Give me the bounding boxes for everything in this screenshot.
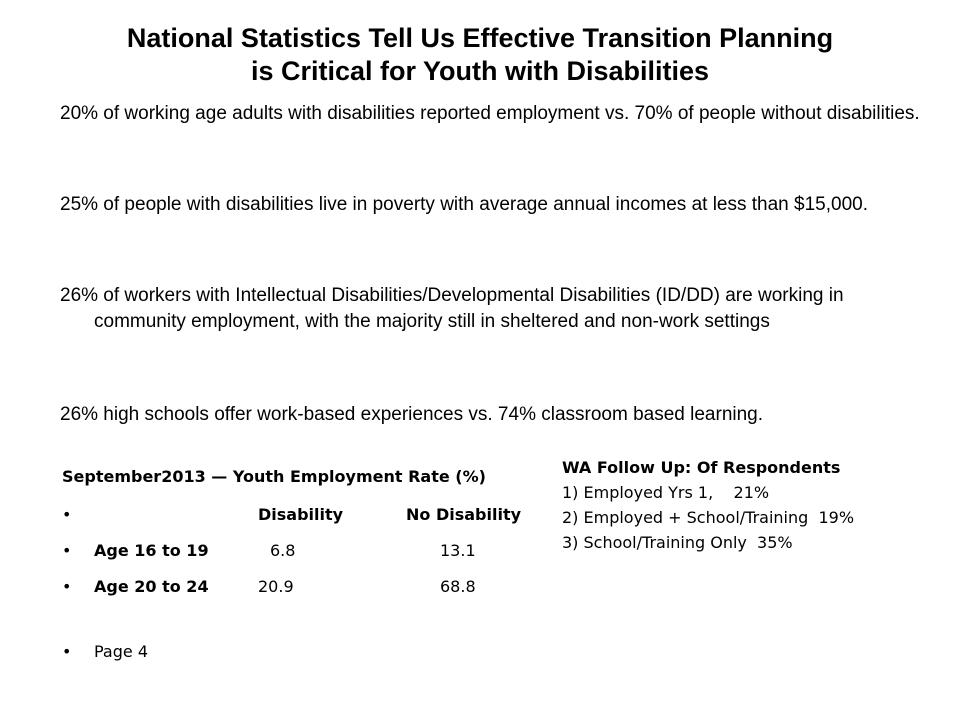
stat-community-employment: 26% of workers with Intellectual Disabilities/Developmental Disabilities (ID/DD) are working in community employment, with the majority still in sheltered and non-work settings: [60, 285, 844, 332]
row-no-disability-value: 68.8: [440, 577, 476, 596]
table-header-row: [62, 497, 542, 533]
bullet-icon: •: [62, 505, 72, 524]
table-row: [62, 569, 542, 605]
bullet-icon: •: [62, 577, 72, 596]
row-disability-value: 20.9: [258, 577, 294, 596]
stat-work-based-experiences: 26% high schools offer work-based experiences vs. 74% classroom based learning.: [60, 404, 764, 425]
bullet-icon: •: [62, 541, 72, 560]
header-no-disability: No Disability: [406, 505, 522, 524]
stat-poverty: 25% of people with disabilities live in poverty with average annual incomes at less than $15,000.: [60, 194, 868, 215]
row-label: Age 20 to 24: [94, 577, 209, 596]
wa-follow-up: [562, 455, 952, 555]
slide-title-line-2: is Critical for Youth with Disabilities: [250, 56, 710, 86]
row-disability-value: 6.8: [270, 541, 296, 560]
table-row: [62, 533, 542, 569]
bullet-icon: •: [62, 642, 72, 661]
stat-employment: 20% of working age adults with disabilities reported employment vs. 70% of people without disabilities.: [60, 103, 920, 124]
row-no-disability-value: 13.1: [440, 541, 476, 560]
employment-rate-table: [62, 463, 542, 605]
wa-follow-up-item: 2) Employed + School/Training 19%: [562, 508, 855, 527]
row-label: Age 16 to 19: [94, 541, 209, 560]
slide-title-line-1: National Statistics Tell Us Effective Transition Planning: [126, 23, 834, 53]
header-disability: Disability: [258, 505, 344, 524]
slide-title: [40, 22, 920, 88]
page-note-label: Page 4: [94, 642, 148, 661]
wa-follow-up-title: WA Follow Up: Of Respondents: [562, 458, 841, 477]
wa-follow-up-item: 1) Employed Yrs 1, 21%: [562, 483, 770, 502]
table-title: September2013 — Youth Employment Rate (%): [62, 467, 486, 486]
wa-follow-up-item: 3) School/Training Only 35%: [562, 533, 793, 552]
